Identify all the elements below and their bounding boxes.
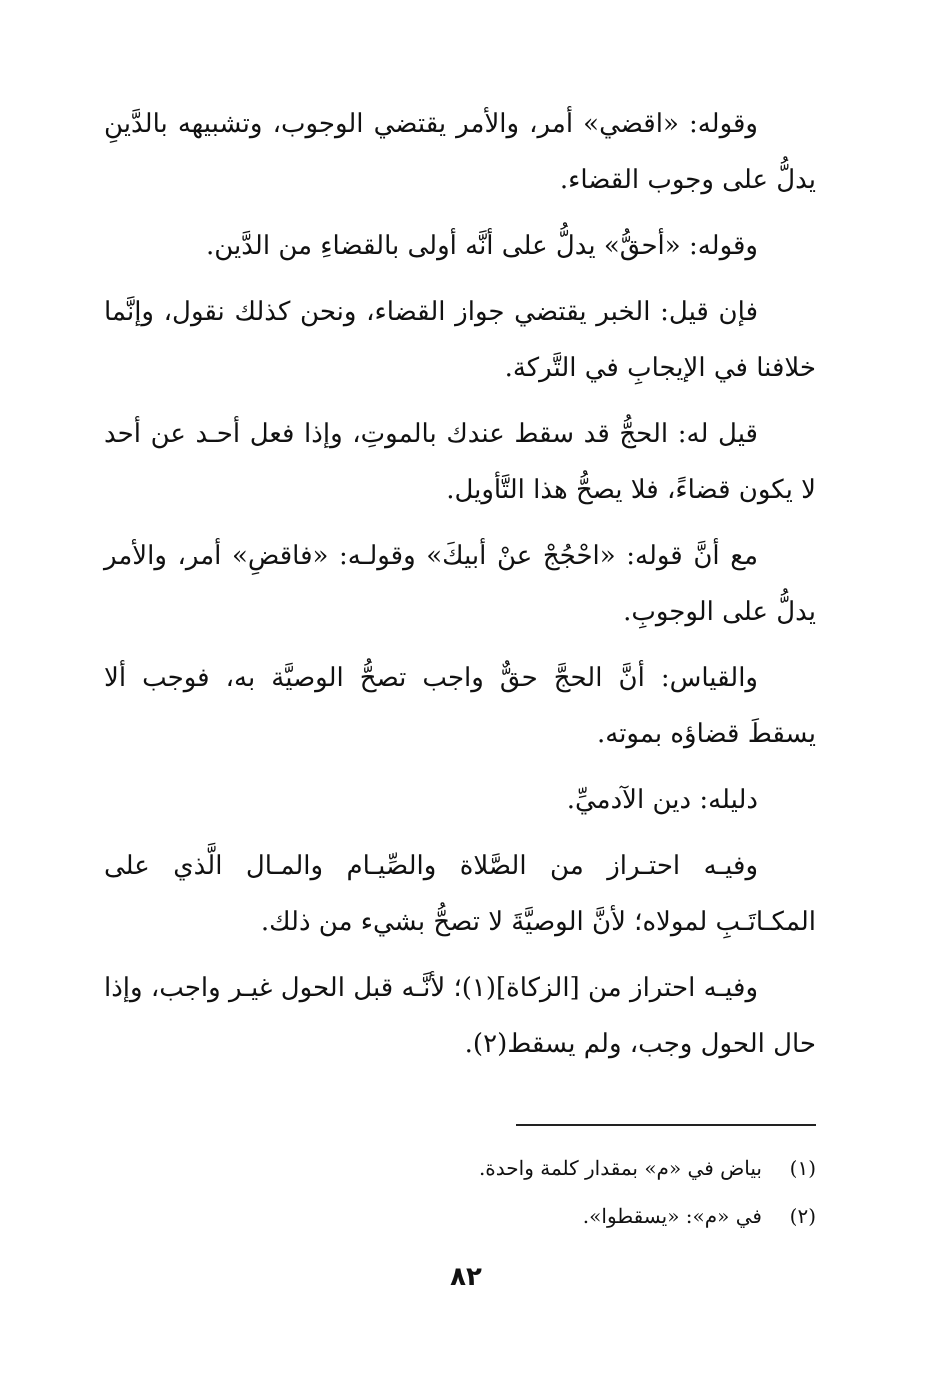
paragraph: قيل له: الحجُّ قد سقط عندك بالموتِ، وإذا فعل أحـد عن أحد لا يكون قضاءً، فلا يصحُّ هذا التَّأويل. [104, 419, 816, 505]
footnote-number: (٢) [789, 1204, 816, 1228]
footnote-text: في «م»: «يسقطوا». [582, 1204, 762, 1228]
paragraph: فإن قيل: الخبر يقتضي جواز القضاء، ونحن كذلك نقول، وإنَّما خلافنا في الإيجابِ في التَّركة. [104, 297, 816, 383]
paragraph: وفيـه احتراز من [الزكاة](١)؛ لأنَّـه قبل الحول غيـر واجب، وإذا حال الحول وجب، ولم يسقط(٢). [104, 973, 816, 1059]
paragraph: وفيـه احتـراز من الصَّلاة والصِّيـام والمـال الَّذي على المكـاتَـبِ لمولاه؛ لأنَّ الوصيَّةَ لا تصحُّ بشيء من ذلك. [104, 851, 816, 937]
footnote-text: بياض في «م» بمقدار كلمة واحدة. [478, 1156, 762, 1180]
paragraph: وقوله: «اقضي» أمر، والأمر يقتضي الوجوب، وتشبيهه بالدَّينِ يدلُّ على وجوب القضاء. [104, 109, 816, 195]
footnote-item [104, 1144, 816, 1192]
paragraph: وقوله: «أحقُّ» يدلُّ على أنَّه أولى بالقضاءِ من الدَّين. [205, 231, 758, 261]
main-text [104, 96, 816, 1082]
footnote-item [104, 1192, 816, 1240]
footnotes [104, 1144, 816, 1240]
paragraph: دليله: دين الآدميِّ. [566, 785, 758, 815]
footnote-number: (١) [789, 1156, 816, 1180]
footnote-divider [516, 1124, 816, 1126]
paragraph: مع أنَّ قوله: «احْجُجْ عنْ أبيكَ» وقولـه: «فاقضِ» أمر، والأمر يدلُّ على الوجوبِ. [104, 541, 816, 627]
paragraph: والقياس: أنَّ الحجَّ حقٌّ واجب تصحُّ الوصيَّة به، فوجب ألا يسقطَ قضاؤه بموته. [104, 663, 816, 749]
page-number: ٨٢ [450, 1262, 482, 1292]
